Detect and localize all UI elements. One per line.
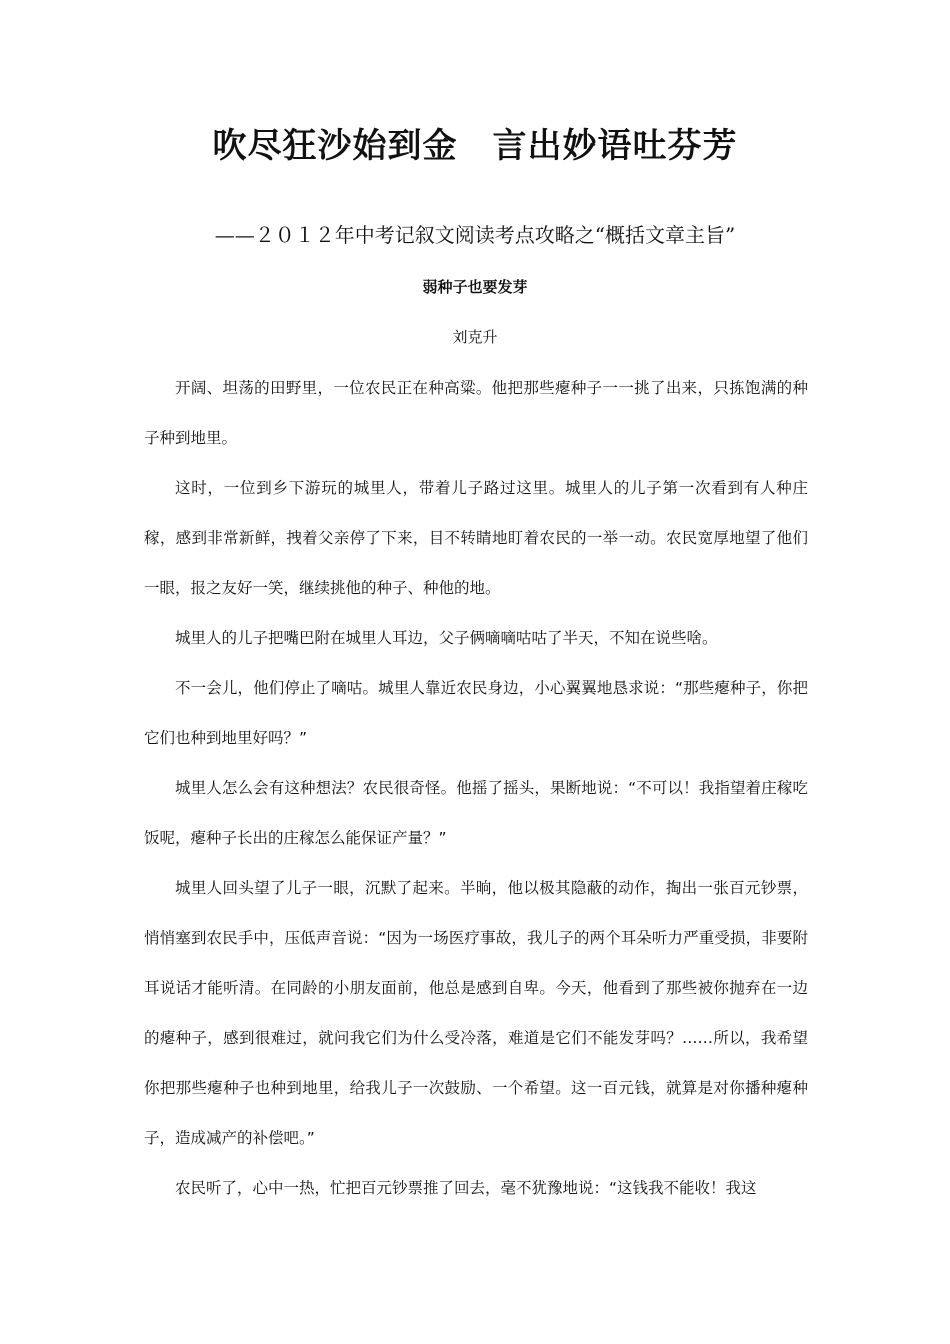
paragraph: 城里人怎么会有这种想法？农民很奇怪。他摇了摇头，果断地说：“不可以！我指望着庄稼吃饭呢，瘪种子长出的庄稼怎么能保证产量？”	[144, 779, 808, 847]
paragraph: 农民听了，心中一热，忙把百元钞票推了回去，毫不犹豫地说：“这钱我不能收！我这	[175, 1179, 757, 1197]
essay-body	[144, 363, 808, 1213]
document-title: 吹尽狂沙始到金 言出妙语吐芬芳	[212, 126, 738, 166]
paragraph: 不一会儿，他们停止了嘀咕。城里人靠近农民身边，小心翼翼地恳求说：“那些瘪种子，你把它们也种到地里好吗？”	[144, 679, 808, 747]
essay-title: 弱种子也要发芽	[422, 278, 528, 296]
paragraph: 开阔、坦荡的田野里，一位农民正在种高粱。他把那些瘪种子一一挑了出来，只拣饱满的种子种到地里。	[144, 379, 808, 447]
paragraph: 这时，一位到乡下游玩的城里人，带着儿子路过这里。城里人的儿子第一次看到有人种庄稼，感到非常新鲜，拽着父亲停了下来，目不转睛地盯着农民的一举一动。农民宽厚地望了他们一眼，报之友好一笑，继续挑他的种子、种他的地。	[144, 479, 808, 597]
essay-author: 刘克升	[452, 328, 498, 346]
document-subtitle: ——２０１２年中考记叙文阅读考点攻略之“概括文章主旨”	[214, 223, 736, 247]
paragraph: 城里人的儿子把嘴巴附在城里人耳边，父子俩嘀嘀咕咕了半天，不知在说些啥。	[175, 629, 718, 647]
paragraph: 城里人回头望了儿子一眼，沉默了起来。半晌，他以极其隐蔽的动作，掏出一张百元钞票，悄悄塞到农民手中，压低声音说：“因为一场医疗事故，我儿子的两个耳朵听力严重受损，非要附耳说话才能听清。在同龄的小朋友面前，他总是感到自卑。今天，他看到了那些被你抛弃在一边的瘪种子，感到很难过，就问我它们为什么受冷落，难道是它们不能发芽吗？……所以，我希望你把那些瘪种子也种到地里，给我儿子一次鼓励、一个希望。这一百元钱，就算是对你播种瘪种子，造成减产的补偿吧。”	[144, 879, 808, 1147]
